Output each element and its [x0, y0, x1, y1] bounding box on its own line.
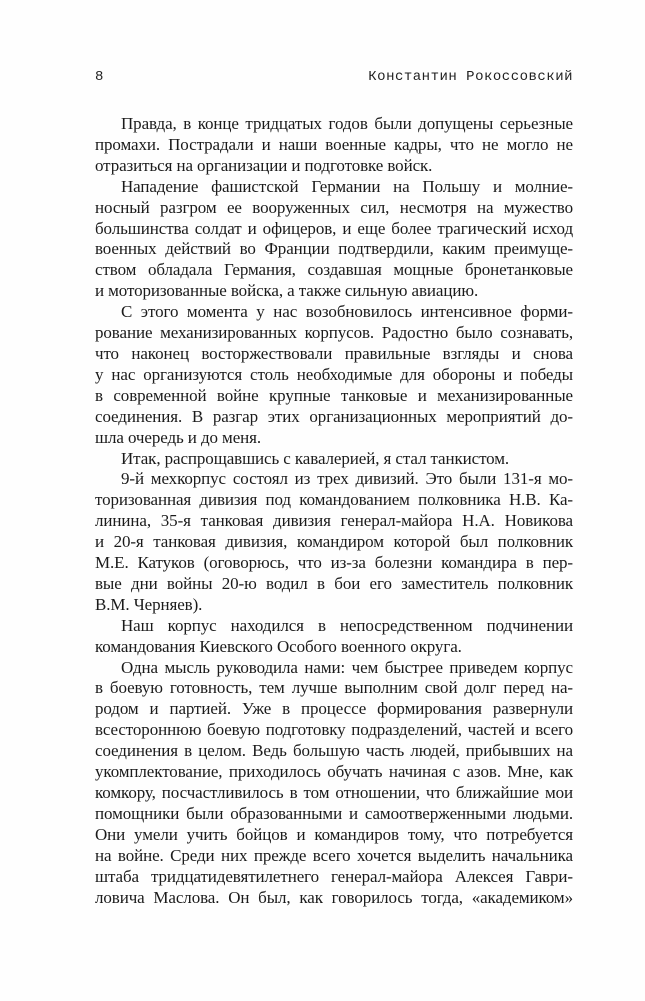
body-text — [95, 114, 573, 908]
paragraph — [95, 302, 573, 448]
text-line: торизованная дивизия под командованием полковника Н.В. Ка- — [95, 490, 573, 510]
text-line: всестороннюю боевую подготовку подразделений, частей и всего — [95, 720, 573, 740]
text-line: вые дни войны 20-ю водил в бои его заместитель полковник — [95, 573, 573, 593]
paragraph — [95, 449, 573, 470]
text-line: соединения. В разгар этих организационных мероприятий до- — [95, 406, 573, 426]
text-line: носный разгром ее вооруженных сил, несмотря на мужество — [95, 197, 573, 217]
text-line: военных действий во Франции подтвердили, каким преимуще- — [95, 239, 573, 259]
running-title: Константин Рокоссовский — [368, 69, 573, 85]
text-line: комкору, посчастливилось в том отношении, что ближайшие мои — [95, 783, 573, 802]
paragraph — [95, 177, 573, 302]
text-line: Правда, в конце тридцатых годов были допущены серьезные — [121, 114, 573, 133]
text-line: помощники были образованными и самоотверженными людьми. — [95, 803, 573, 823]
text-line: в современной войне крупные танковые и механизированные — [95, 385, 573, 405]
text-line: что наконец восторжествовали правильные взгляды и снова — [95, 343, 573, 363]
paragraph — [95, 469, 573, 615]
text-line: и 20-я танковая дивизия, командиром которой был полковник — [95, 532, 573, 552]
text-line: линина, 35-я танковая дивизия генерал-майора Н.А. Новикова — [95, 511, 573, 531]
text-line: В.М. Черняев). — [95, 594, 203, 614]
text-line: на войне. Среди них прежде всего хочется выделить начальника — [95, 845, 573, 865]
text-line: родом и партией. Уже в процессе формирования развернули — [95, 699, 573, 719]
text-line: М.Е. Катуков (оговорюсь, что из-за болезни командира в пер- — [95, 553, 573, 573]
paragraph — [95, 114, 573, 177]
text-line: 9-й мехкорпус состоял из трех дивизий. Это были 131-я мо- — [121, 469, 573, 489]
text-line: и моторизованные войска, а также сильную авиацию. — [95, 281, 479, 301]
text-line: шла очередь и до меня. — [95, 427, 262, 447]
text-line: рование механизированных корпусов. Радостно было сознавать, — [95, 323, 573, 343]
paragraph — [95, 658, 573, 909]
text-line: ловича Маслова. Он был, как говорилось тогда, «академиком» — [95, 887, 573, 907]
text-line: ством обладала Германия, создавшая мощные бронетанковые — [95, 260, 573, 280]
page-number: 8 — [95, 69, 104, 85]
text-line: штаба тридцатидевятилетнего генерал-майора Алексея Гаври- — [95, 866, 573, 886]
text-line: у нас организуются столь необходимые для обороны и победы — [95, 364, 573, 384]
text-line: укомплектование, приходилось обучать начиная с азов. Мне, как — [95, 762, 573, 782]
text-line: С этого момента у нас возобновилось интенсивное форми- — [121, 302, 573, 322]
text-line: большинства солдат и офицеров, и еще более трагический исход — [95, 218, 573, 238]
text-line: в боевую готовность, тем лучше выполним свой долг перед на- — [95, 678, 573, 698]
text-line: Одна мысль руководила нами: чем быстрее приведем корпус — [121, 657, 573, 677]
text-line: соединения в целом. Ведь большую часть людей, прибывших на — [95, 741, 573, 761]
text-line: промахи. Пострадали и наши военные кадры, что не могло не — [95, 134, 573, 154]
text-line: Нападение фашистской Германии на Польшу и молние- — [121, 176, 573, 196]
text-line: Итак, распрощавшись с кавалерией, я стал танкистом. — [121, 448, 510, 468]
page-header — [95, 69, 573, 85]
text-line: отразиться на организации и подготовке войск. — [95, 155, 433, 175]
text-line: Они умели учить бойцов и командиров тому, что потребуется — [95, 824, 573, 844]
text-line: Наш корпус находился в непосредственном подчинении — [121, 615, 573, 635]
text-line: командования Киевского Особого военного округа. — [95, 636, 462, 656]
paragraph — [95, 616, 573, 658]
